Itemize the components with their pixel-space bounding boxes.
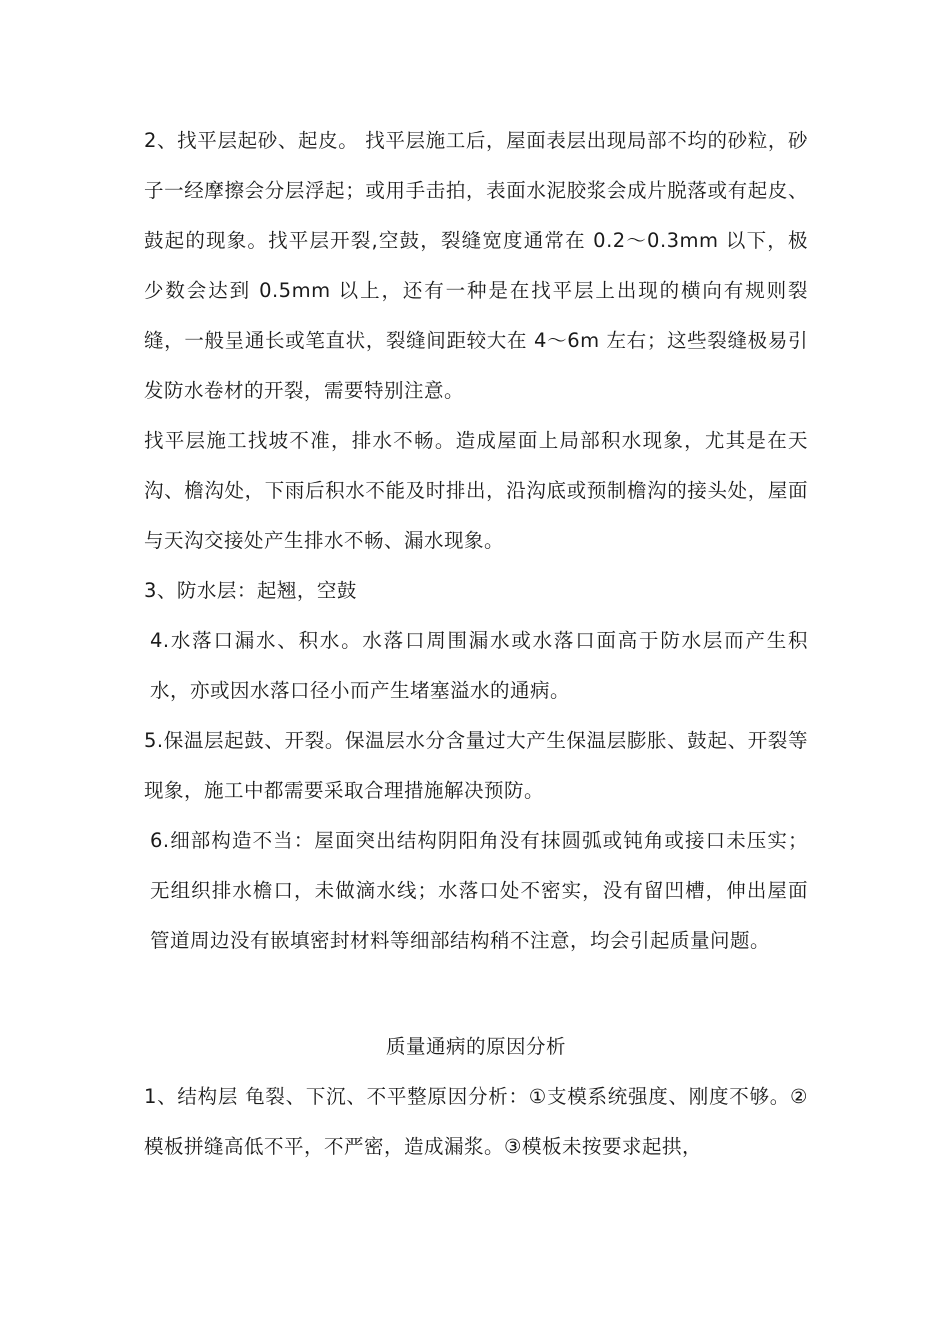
document-page xyxy=(144,116,808,1172)
paragraph-waterproof-layer: 3、防水层：起翘，空鼓 xyxy=(144,579,357,602)
section-spacer xyxy=(144,966,808,1022)
paragraph-detail-construction: 6.细部构造不当：屋面突出结构阴阳角没有抹圆弧或钝角或接口未压实；无组织排水檐口，未做滴水线；水落口处不密实，没有留凹槽，伸出屋面管道周边没有嵌填密封材料等细部结构稍不注意，均会引起质量问题。 xyxy=(150,829,808,952)
paragraph-insulation-layer: 5.保温层起鼓、开裂。保温层水分含量过大产生保温层膨胀、鼓起、开裂等现象，施工中都需要采取合理措施解决预防。 xyxy=(144,729,808,802)
paragraph-drain-outlet: 4.水落口漏水、积水。水落口周围漏水或水落口面高于防水层而产生积水，亦或因水落口径小而产生堵塞溢水的通病。 xyxy=(150,629,808,702)
paragraph-leveling-layer-sanding: 2、找平层起砂、起皮。 找平层施工后，屋面表层出现局部不均的砂粒，砂子一经摩擦会分层浮起；或用手击拍，表面水泥胶浆会成片脱落或有起皮、鼓起的现象。找平层开裂,空鼓，裂缝宽度通常在 0.2～0.3mm 以下，极少数会达到 0.5mm 以上，还有一种是在找平层上出现的横向有规则裂缝，一般呈通长或笔直状，裂缝间距较大在 4～6m 左右；这些裂缝极易引发防水卷材的开裂，需要特别注意。 xyxy=(144,129,808,402)
paragraph-leveling-slope-drainage: 找平层施工找坡不准，排水不畅。造成屋面上局部积水现象，尤其是在天沟、檐沟处，下雨后积水不能及时排出，沿沟底或预制檐沟的接头处，屋面与天沟交接处产生排水不畅、漏水现象。 xyxy=(144,429,808,552)
paragraph-structural-layer-cause: 1、结构层 龟裂、下沉、不平整原因分析：①支模系统强度、刚度不够。②模板拼缝高低不平，不严密，造成漏浆。③模板未按要求起拱， xyxy=(144,1085,808,1158)
section-heading: 质量通病的原因分析 xyxy=(385,1035,566,1058)
